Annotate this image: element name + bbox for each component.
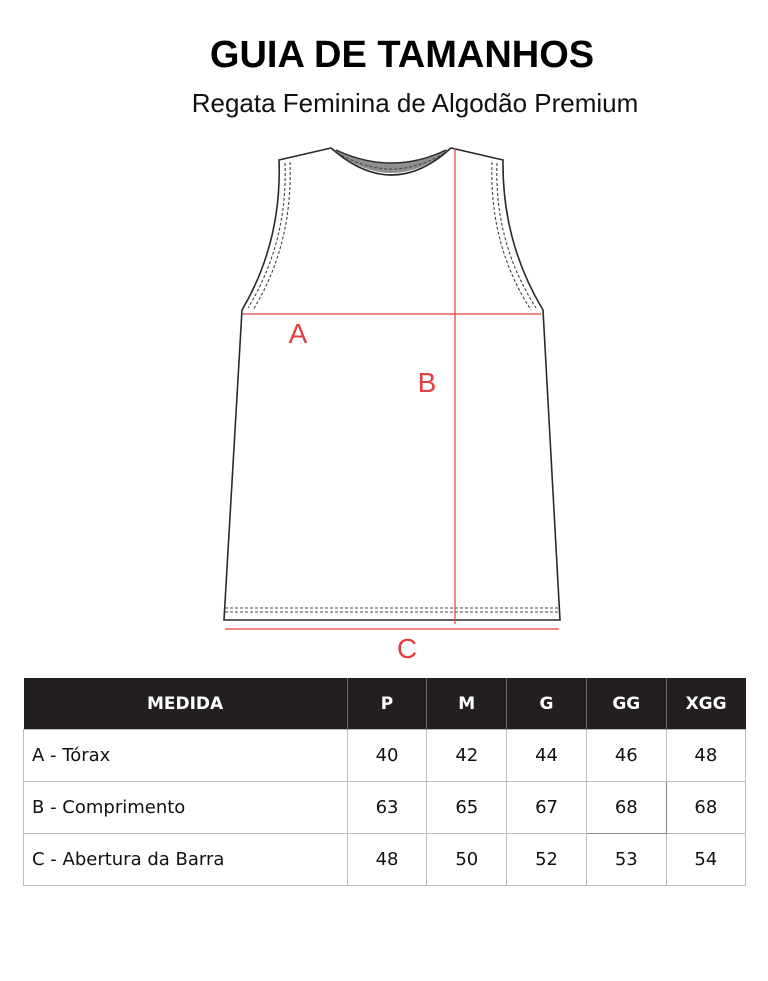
- table-cell: 53: [586, 834, 666, 886]
- page-subtitle: Regata Feminina de Algodão Premium: [191, 88, 639, 118]
- table-cell: 68: [586, 782, 666, 834]
- label-c: C: [396, 633, 418, 664]
- header-medida: MEDIDA: [24, 678, 348, 730]
- table-cell: 46: [586, 730, 666, 782]
- header-g: G: [507, 678, 587, 730]
- table-cell: 48: [666, 730, 745, 782]
- table-cell: 63: [347, 782, 427, 834]
- size-table: [23, 678, 746, 886]
- table-cell: 65: [427, 782, 507, 834]
- table-cell: 40: [347, 730, 427, 782]
- garment-outline: [224, 148, 560, 620]
- table-cell: 54: [666, 834, 745, 886]
- row-label: A - Tórax: [24, 730, 348, 782]
- row-label: B - Comprimento: [24, 782, 348, 834]
- table-cell: 67: [507, 782, 587, 834]
- tank-top-diagram: [0, 130, 768, 670]
- table-row: [24, 834, 746, 886]
- table-cell: 68: [666, 782, 745, 834]
- header-gg: GG: [586, 678, 666, 730]
- header-m: M: [427, 678, 507, 730]
- label-a: A: [288, 318, 308, 349]
- header-p: P: [347, 678, 427, 730]
- table-row: [24, 730, 746, 782]
- table-cell: 52: [507, 834, 587, 886]
- table-row: [24, 782, 746, 834]
- table-header-row: [24, 678, 746, 730]
- table-cell: 42: [427, 730, 507, 782]
- row-label: C - Abertura da Barra: [24, 834, 348, 886]
- label-b: B: [417, 367, 437, 398]
- table-cell: 44: [507, 730, 587, 782]
- page-title: GUIA DE TAMANHOS: [209, 34, 595, 76]
- table-cell: 50: [427, 834, 507, 886]
- table-cell: 48: [347, 834, 427, 886]
- header-xgg: XGG: [666, 678, 745, 730]
